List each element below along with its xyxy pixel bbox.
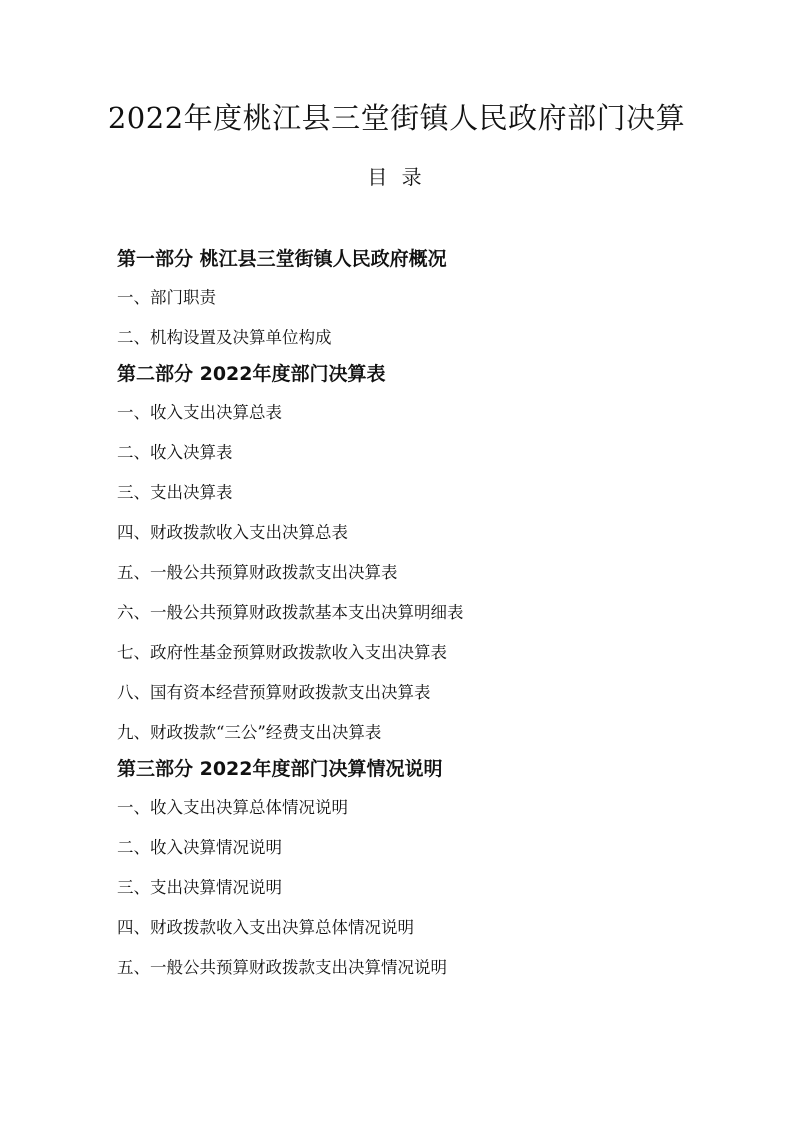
part-2-item-3: 三、支出决算表: [117, 483, 233, 502]
part-3-item-2: 二、收入决算情况说明: [117, 838, 282, 857]
part-3-item-5: 五、一般公共预算财政拨款支出决算情况说明: [117, 958, 447, 977]
part-3-item-4: 四、财政拨款收入支出决算总体情况说明: [117, 918, 414, 937]
part-2-item-9: 九、财政拨款“三公”经费支出决算表: [117, 723, 382, 742]
part-3-item-1: 一、收入支出决算总体情况说明: [117, 798, 348, 817]
part-3-item-3: 三、支出决算情况说明: [117, 878, 282, 897]
part-1-item-1: 一、部门职责: [117, 288, 216, 307]
part-2-item-7: 七、政府性基金预算财政拨款收入支出决算表: [117, 643, 447, 662]
part-2-item-1: 一、收入支出决算总表: [117, 403, 282, 422]
part-1-item-2: 二、机构设置及决算单位构成: [117, 328, 332, 347]
part-2-item-4: 四、财政拨款收入支出决算总表: [117, 523, 348, 542]
document-title: 2022年度桃江县三堂街镇人民政府部门决算: [107, 101, 686, 135]
toc-heading: 目 录: [367, 165, 426, 189]
part-2-item-5: 五、一般公共预算财政拨款支出决算表: [117, 563, 398, 582]
part-2-item-2: 二、收入决算表: [117, 443, 233, 462]
part-2-item-8: 八、国有资本经营预算财政拨款支出决算表: [117, 683, 431, 702]
part-3-heading: 第三部分 2022年度部门决算情况说明: [117, 758, 443, 780]
part-2-item-6: 六、一般公共预算财政拨款基本支出决算明细表: [117, 603, 464, 622]
part-1-heading: 第一部分 桃江县三堂街镇人民政府概况: [117, 248, 447, 270]
part-2-heading: 第二部分 2022年度部门决算表: [117, 363, 386, 385]
table-of-contents: [117, 240, 757, 988]
